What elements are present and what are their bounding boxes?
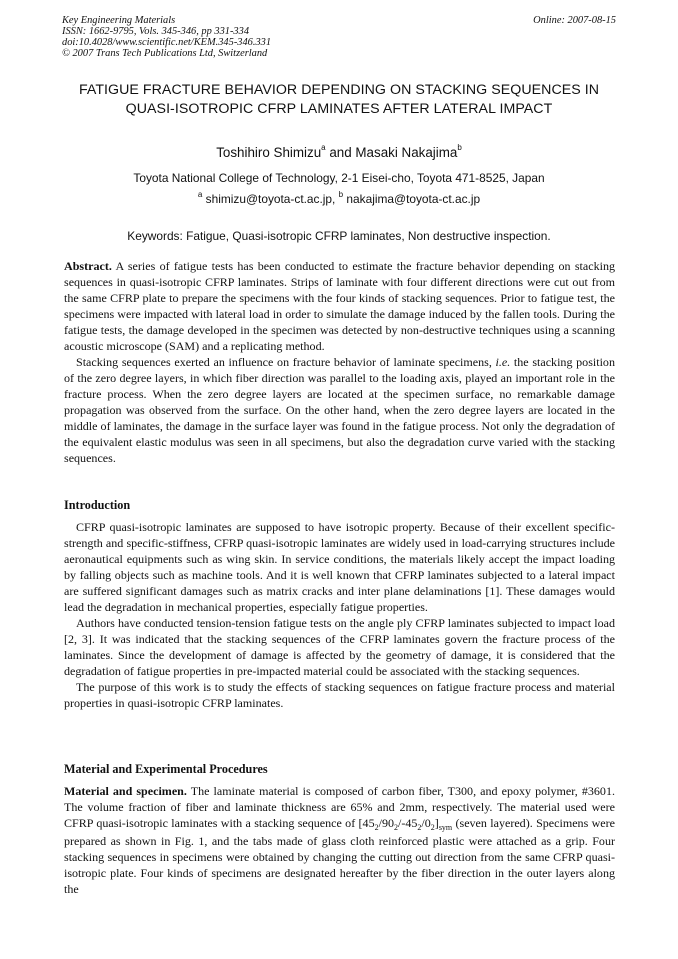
abstract-label: Abstract. [64,259,112,273]
title-line-1: FATIGUE FRACTURE BEHAVIOR DEPENDING ON STACKING SEQUENCES IN [78,82,600,98]
affiliation: Toyota National College of Technology, 2-1 Eisei-cho, Toyota 471-8525, Japan [133,171,545,185]
abstract-paragraph-1: Abstract. A series of fatigue tests has been conducted to estimate the fracture behavior depending on stacking sequences in quasi-isotropic CFRP laminates. Strips of laminate with four different directions were cut out from the same CFRP plate to prepare the specimens with the four kinds of stacking sequences. Prior to fatigue test, the specimens were impacted with lateral load in order to simulate the damage induced by the fallen tools. During the fatigue tests, the damage developed in the specimen was detected by non-destructive techniques using a scanning acoustic microscope (SAM) and a replicating method. [64,259,615,353]
abstract [64,258,615,466]
author-2-marker: b [457,143,462,152]
email-2-marker: b [338,190,344,199]
keywords: Keywords: Fatigue, Quasi-isotropic CFRP laminates, Non destructive inspection. [127,229,551,243]
materials-heading: Material and Experimental Procedures [64,762,268,776]
paper-title [40,81,638,119]
materials-body [64,783,615,897]
author-list [30,145,648,160]
introduction-body [64,519,615,711]
email-line [30,192,648,206]
email-1: shimizu@toyota-ct.ac.jp, [202,192,339,206]
copyright-line: © 2007 Trans Tech Publications Ltd, Switzerland [62,48,268,59]
doi-line: doi:10.4028/www.scientific.net/KEM.345-346.331 [62,37,272,48]
author-conjunction: and [325,145,356,160]
issn-line: ISSN: 1662-9795, Vols. 345-346, pp 331-334 [62,26,250,37]
abstract-paragraph-2: Stacking sequences exerted an influence on fracture behavior of laminate specimens, i.e. the stacking position of the zero degree layers, in which fiber direction was parallel to the loading axis, played an important role in the fracture process. When the zero degree layers are located at the specimen surface, no remarkable damage propagation was observed from the surface. On the other hand, when the zero degree layers are located in the middle of laminates, the damage in the surface layer was found in the fatigue process. Not only the degradation of the equivalent elastic modulus was seen in all specimens, but also the degradation curve varied with the stacking sequences. [64,355,615,465]
materials-paragraph-1: Material and specimen. The laminate material is composed of carbon fiber, T300, and epoxy polymer, #3601. The volume fraction of fiber and laminate thickness are 65% and 2mm, respectively. The material used were CFRP quasi-isotropic laminates with a stacking sequence of $[45_2/90_2/-45_2/0_2]_{sym}$ (seven layered). Specimens were prepared as shown in Fig. 1, and the tabs made of glass cloth reinforced plastic were attached as a grip. Four stacking sequences in specimens were obtained by changing the cutting out direction from the same CFRP quasi-isotropic plate. Four kinds of specimens are designated hereafter by the fiber direction in the outer layers along the [64,784,615,896]
author-1-marker: a [321,143,326,152]
materials-label: Material and specimen. [64,784,187,798]
intro-paragraph-3: The purpose of this work is to study the effects of stacking sequences on fatigue fracture process and material properties in quasi-isotropic CFRP laminates. [64,680,615,710]
journal-name: Key Engineering Materials [62,15,176,26]
journal-header [62,15,271,59]
intro-paragraph-1: CFRP quasi-isotropic laminates are supposed to have isotropic property. Because of their excellent specific-strength and specific-stiffness, CFRP quasi-isotropic laminates are widely used in load-carrying structures include aeronautical equipments such as wing skin. In service conditions, the materials likely accept the impact loading by falling objects such as machine tools. And it is well known that CFRP laminates subjected to a lateral impact are suffered significant damages such as matrix cracks and inter plane delaminations [1]. These damages would lead the degradation in mechanical properties, especially fatigue properties. [64,520,615,614]
online-date: Online: 2007-08-15 [533,15,616,26]
email-2: nakajima@toyota-ct.ac.jp [343,192,481,206]
title-line-2: QUASI-ISOTROPIC CFRP LAMINATES AFTER LATERAL IMPACT [125,101,553,117]
intro-paragraph-2: Authors have conducted tension-tension fatigue tests on the angle ply CFRP laminates subjected to impact load [2, 3]. It was indicated that the stacking sequences of the CFRP laminates govern the fracture process of the laminates. Since the development of damage is affected by the geometry of damage, it is considered that the degradation of fatigue properties in pre-impacted material could be associated with the stacking sequences. [64,616,615,678]
email-1-marker: a [197,190,203,199]
author-1: Toshihiro Shimizu [216,145,322,160]
introduction-heading: Introduction [64,498,131,512]
author-2: Masaki Nakajima [355,145,458,160]
